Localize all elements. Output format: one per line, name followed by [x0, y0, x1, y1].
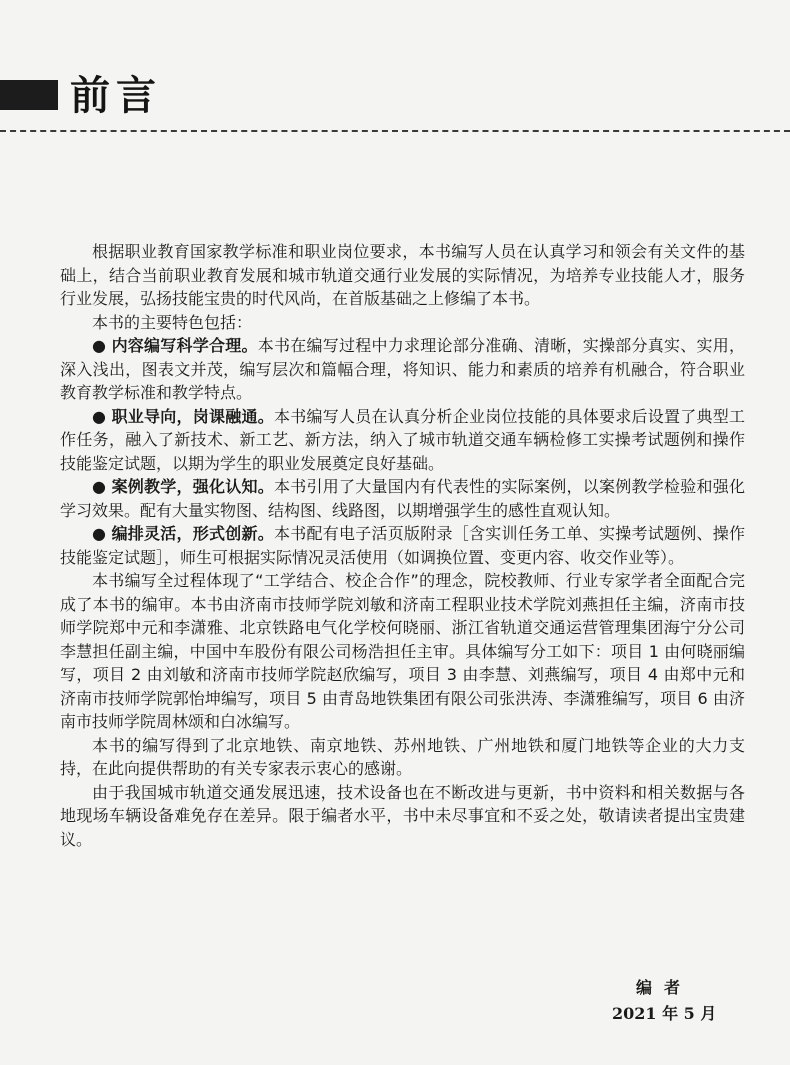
page-header: [0, 70, 790, 130]
paragraph-text: 本书的编写得到了北京地铁、南京地铁、苏州地铁、广州地铁和厦门地铁等企业的大力支持，在此向提供帮助的有关专家表示衷心的感谢。: [60, 735, 745, 778]
feature-text: 本书配有电子活页版附录［含实训任务工单、实操考试题例、操作技能鉴定试题］，师生可根据实际情况灵活使用（如调换位置、变更内容、收交作业等）。: [60, 524, 745, 567]
feature-item: [60, 475, 745, 522]
paragraph-intro: [60, 240, 745, 311]
feature-heading: 内容编写科学合理。: [111, 336, 258, 355]
bullet-icon: ●: [92, 477, 107, 496]
paragraph-authors: [60, 569, 745, 734]
feature-heading: 案例教学，强化认知。: [111, 477, 275, 496]
bullet-icon: ●: [92, 524, 107, 543]
signature-block: [0, 975, 790, 1035]
bullet-icon: ●: [92, 336, 107, 355]
feature-text: 本书引用了大量国内有代表性的实际案例，以案例教学检验和强化学习效果。配有大量实物图、结构图、线路图，以期增强学生的感性直观认知。: [60, 477, 745, 520]
preface-body: [60, 240, 745, 851]
feature-text: 本书在编写过程中力求理论部分准确、清晰，实操部分真实、实用，深入浅出，图表文并茂，编写层次和篇幅合理，将知识、能力和素质的培养有机融合，符合职业教育教学标准和教学特点。: [60, 336, 745, 402]
bullet-icon: ●: [92, 406, 107, 426]
paragraph-text: 本书的主要特色包括：: [92, 312, 253, 332]
paragraph-thanks: [60, 734, 745, 781]
page-title: 前言: [70, 73, 162, 119]
feature-item: [60, 405, 745, 476]
paragraph-closing: [60, 781, 745, 852]
paragraph-text: 由于我国城市轨道交通发展迅速，技术设备也在不断改进与更新，书中资料和相关数据与各地现场车辆设备难免存在差异。限于编者水平，书中未尽事宜和不妥之处，敬请读者提出宝贵建议。: [60, 782, 745, 849]
signature-date: 2021 年 5 月: [612, 1004, 717, 1023]
feature-item: [60, 334, 745, 405]
feature-heading: 职业导向，岗课融通。: [111, 406, 275, 426]
header-bar: [0, 80, 58, 110]
paragraph-text: 根据职业教育国家教学标准和职业岗位要求，本书编写人员在认真学习和领会有关文件的基础上，结合当前职业教育发展和城市轨道交通行业发展的实际情况，为培养专业技能人才，服务行业发展，弘扬技能宝贵的时代风尚，在首版基础之上修编了本书。: [60, 242, 745, 308]
author-signature: 编者: [636, 978, 693, 997]
paragraph-features-lead: [60, 311, 745, 335]
feature-item: [60, 522, 745, 569]
feature-text: 本书编写人员在认真分析企业岗位技能的具体要求后设置了典型工作任务，融入了新技术、新工艺、新方法，纳入了城市轨道交通车辆检修工实操考试题例和操作技能鉴定试题，以期为学生的职业发展奠定良好基础。: [60, 406, 745, 473]
feature-heading: 编排灵活，形式创新。: [111, 524, 275, 543]
header-divider: [0, 130, 790, 132]
paragraph-text: 本书编写全过程体现了“工学结合、校企合作”的理念，院校教师、行业专家学者全面配合完成了本书的编审。本书由济南市技师学院刘敏和济南工程职业技术学院刘燕担任主编，济南市技师学院郑中元和李潇雅、北京铁路电气化学校何晓丽、浙江省轨道交通运营管理集团海宁分公司李慧担任副主编，中国中车股份有限公司杨浩担任主审。具体编写分工如下：项目 1 由何晓丽编写，项目 2 由刘敏和济南市技师学院赵欣编写，项目 3 由李慧、刘燕编写，项目 4 由郑中元和济南市技师学院郭怡坤编写，项目 5 由青岛地铁集团有限公司张洪涛、李潇雅编写，项目 6 由济南市技师学院周林颂和白冰编写。: [60, 571, 745, 731]
